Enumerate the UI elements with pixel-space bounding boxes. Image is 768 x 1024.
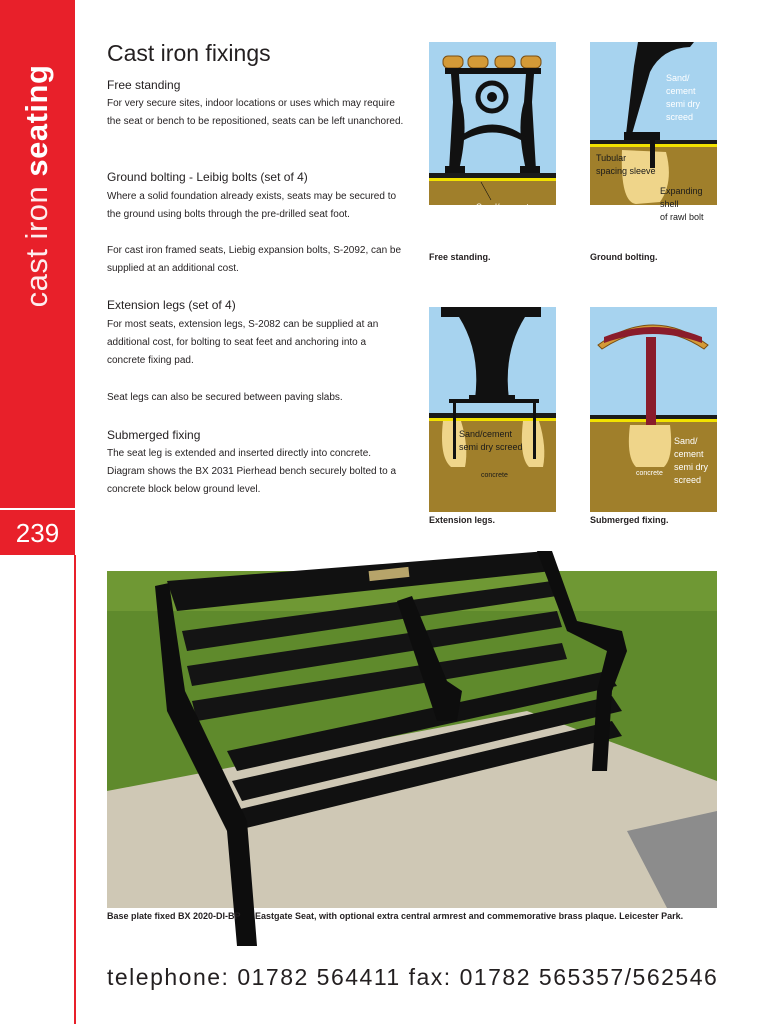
diagram-label: of rawl bolt: [660, 212, 704, 222]
section-heading-extension-legs: Extension legs (set of 4): [107, 298, 236, 312]
diagram-label: concrete: [628, 207, 655, 214]
section-title-vertical: cast iron seating: [19, 64, 54, 308]
section-text-extension-legs-1: For most seats, extension legs, S-2082 can be supplied at an additional cost, for bolting to seat feet and anchoring into a concrete fixing pad.: [107, 319, 379, 366]
diagram-label: spacing sleeve: [596, 166, 656, 176]
page-number: 239: [15, 518, 60, 548]
section-text-extension-legs-2: Seat legs can also be secured between paving slabs.: [107, 392, 343, 403]
page-title: Cast iron fixings: [107, 40, 271, 66]
caption-extension-legs: Extension legs.: [429, 515, 496, 525]
diagram-label: screed: [666, 112, 694, 122]
contact-footer: telephone: 01782 564411 fax: 01782 565357/562546: [107, 964, 719, 990]
diagram-label: Sand/: [666, 73, 690, 83]
diagram-label: Sand/cement: [459, 429, 513, 439]
section-heading-submerged-fixing: Submerged fixing: [107, 428, 201, 442]
diagram-free-standing: [429, 42, 556, 224]
diagram-label: semi dry screed: [459, 442, 523, 452]
caption-submerged-fixing: Submerged fixing.: [590, 515, 669, 525]
diagram-label: cement: [666, 86, 696, 96]
diagram-label: screed: [674, 475, 702, 485]
diagram-ground-bolting: [590, 42, 717, 222]
diagram-label: cement: [674, 449, 704, 459]
diagram-extension-legs: [429, 307, 556, 512]
caption-free-standing: Free standing.: [429, 252, 491, 262]
diagram-label: concrete: [481, 472, 508, 479]
section-text-ground-bolting-2: For cast iron framed seats, Liebig expansion bolts, S-2092, can be supplied at an additional cost.: [107, 245, 402, 274]
photo-caption-left: Base plate fixed BX 2020-DI-BP: [107, 911, 241, 921]
photo-caption-right: Eastgate Seat, with optional extra central armrest and commemorative brass plaque. Leicester Park.: [255, 911, 684, 921]
section-text-free-standing: For very secure sites, indoor locations or uses which may require the seat or bench to be repositioned, seats can be left unanchored.: [107, 98, 404, 127]
section-heading-free-standing: Free standing: [107, 78, 181, 92]
caption-ground-bolting: Ground bolting.: [590, 252, 658, 262]
diagram-label: concrete: [636, 470, 663, 477]
section-heading-ground-bolting: Ground bolting - Leibig bolts (set of 4): [107, 170, 308, 184]
section-text-ground-bolting-1: Where a solid foundation already exists, seats may be secured to the ground using bolts through the pre-drilled seat foot.: [107, 191, 397, 220]
diagram-label: Tubular: [596, 153, 627, 163]
page-number-rule: [0, 508, 75, 510]
bench-photo: [107, 571, 717, 908]
section-text-submerged-fixing: The seat leg is extended and inserted directly into concrete. Diagram shows the BX 2031 Pierhead bench securely bolted to a concrete block below ground level.: [107, 448, 397, 495]
diagram-label: Sand/cement: [476, 202, 530, 212]
diagram-label: semi dry: [674, 462, 709, 472]
diagram-label: shell: [660, 199, 679, 209]
diagram-label: semi dry: [666, 99, 701, 109]
diagram-label: Expanding: [660, 186, 703, 196]
sidebar-rule: [74, 555, 76, 1024]
diagram-submerged-fixing: [590, 307, 717, 512]
diagram-label: semi dry screed: [475, 214, 539, 224]
diagram-label: Sand/: [674, 436, 698, 446]
